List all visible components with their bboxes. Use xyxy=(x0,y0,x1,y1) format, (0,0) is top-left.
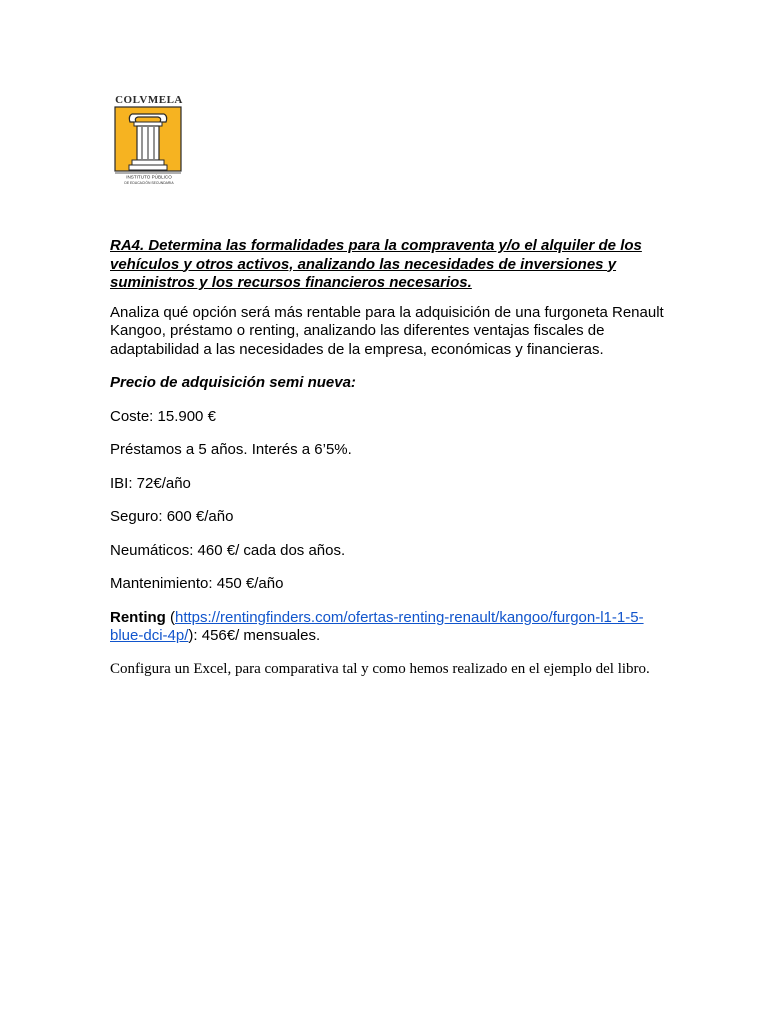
renting-item xyxy=(110,609,670,646)
document-heading: RA4. Determina las formalidades para la compraventa y/o el alquiler de los vehículos y otros activos, analizando las necesidades de inversiones y suministros y los recursos financieros necesarios. xyxy=(110,237,642,291)
ibi-item: IBI: 72€/año xyxy=(110,474,191,492)
maintenance-item: Mantenimiento: 450 €/año xyxy=(110,575,284,592)
closing-instruction: Configura un Excel, para comparativa tal y como hemos realizado en el ejemplo del libro. xyxy=(110,660,650,677)
renting-label: Renting xyxy=(110,608,166,626)
logo-line-2: DE EDUCACIÓN SECUNDARIA xyxy=(124,181,174,185)
renting-open-paren: ( xyxy=(165,608,175,626)
renting-price: ): 456€/ mensuales. xyxy=(188,627,321,644)
insurance-item: Seguro: 600 €/año xyxy=(110,508,234,525)
intro-paragraph: Analiza qué opción será más rentable para la adquisición de una furgoneta Renault Kangoo, préstamo o renting, analizando las diferentes ventajas fiscales de adaptabilidad a las necesidades de la empresa, económicas y financieras. xyxy=(110,303,664,358)
loan-item: Préstamos a 5 años. Interés a 6’5%. xyxy=(110,441,352,458)
logo-line-1: INSTITUTO PÚBLICO xyxy=(126,174,172,180)
tyres-item: Neumáticos: 460 €/ cada dos años. xyxy=(110,541,346,559)
document-body xyxy=(110,237,670,678)
column-logo-icon xyxy=(112,92,186,186)
school-logo xyxy=(112,92,186,186)
renting-link[interactable]: https://rentingfinders.com/ofertas-renting-renault/kangoo/furgon-l1-1-5-blue-dci-4p/ xyxy=(110,608,644,644)
price-subheading: Precio de adquisición semi nueva: xyxy=(110,374,356,391)
cost-item: Coste: 15.900 € xyxy=(110,407,216,425)
logo-name: COLVMELA xyxy=(115,94,183,106)
